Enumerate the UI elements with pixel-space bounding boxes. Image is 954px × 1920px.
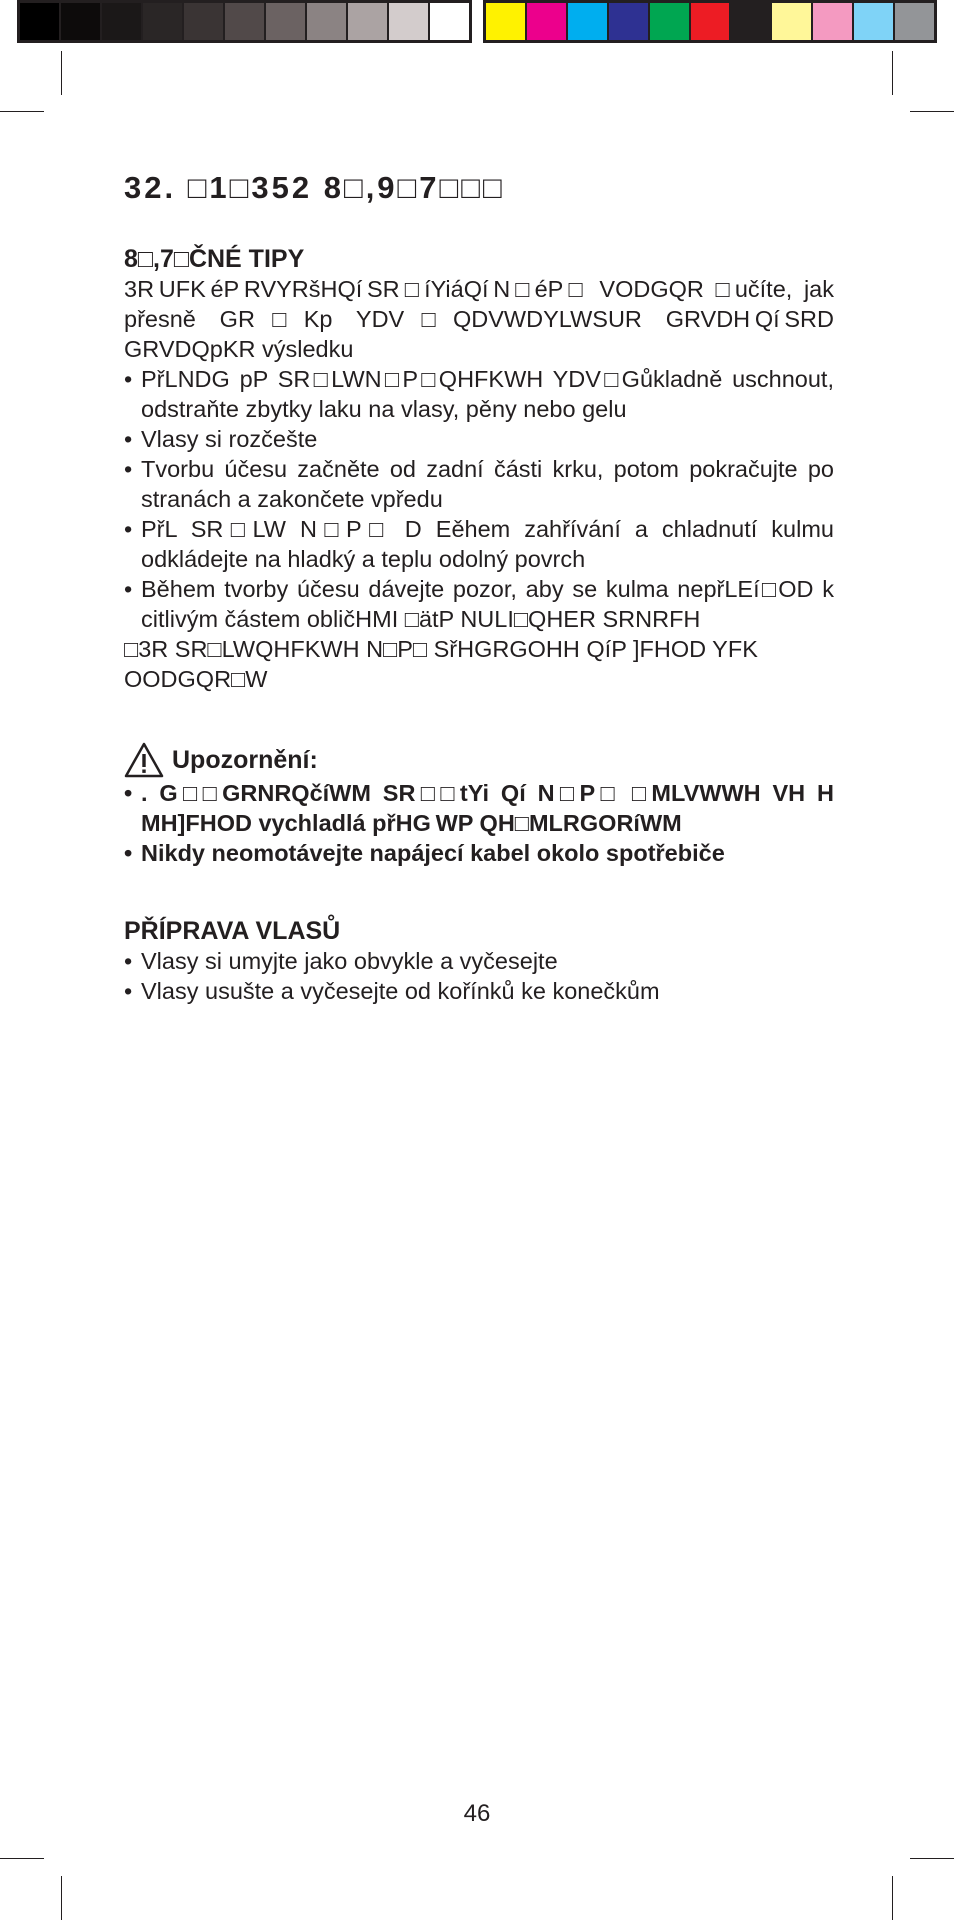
preparation-heading: PŘÍPRAVA VLASŮ xyxy=(124,917,341,945)
color-swatch xyxy=(813,3,854,40)
list-item: • Během tvorby účesu dávejte pozor, aby se kulma nepřLEí□OD k citlivým částem obličHMI □ätP NULI□QHER SRNRFH xyxy=(124,574,834,634)
page-number: 46 xyxy=(463,1800,491,1827)
color-swatch xyxy=(61,3,102,40)
crop-mark xyxy=(892,1876,893,1920)
list-item: • PřL SR□LW N□P□ D Eěhem zahřívání a chladnutí kulmu odkládejte na hladký a teplu odolný povrch xyxy=(124,514,834,574)
crop-mark xyxy=(910,111,954,112)
color-swatch xyxy=(143,3,184,40)
tips-list xyxy=(124,364,834,634)
color-swatch xyxy=(691,3,732,40)
crop-mark xyxy=(61,1876,62,1920)
color-swatch xyxy=(430,3,469,40)
list-item: • Vlasy si rozčešte xyxy=(124,424,834,454)
preparation-list xyxy=(124,946,834,1006)
crop-mark xyxy=(61,51,62,95)
list-item: • PřLNDG pP SR□LWN□P□QHFKWH YDV□Gůkladně uschnout, odstraňte zbytky laku na vlasy, pěny nebo gelu xyxy=(124,364,834,424)
color-swatch xyxy=(389,3,430,40)
tips-section xyxy=(124,244,834,694)
list-item: • . G□□GRNRQčíWM SR□□tYi Qí N□P□ □MLVWWH VH H MH]FHOD vychladlá přHG WP QH□MLRGORíWM xyxy=(124,778,834,838)
tips-intro: 3R UFK éP RVYRšHQí SR□íYiáQí N□éP□ VODGQR □učíte, jak přesně GR□Kp YDV□QDVWDYLWSUR GRVDH Qí SRD GRVDQpKR výsledku xyxy=(124,276,834,362)
color-swatch xyxy=(527,3,568,40)
list-item: • Nikdy neomotávejte napájecí kabel okolo spotřebiče xyxy=(124,838,834,868)
tips-closing-note: □3R SR□LWQHFKWH N□P□ SřHGRGOHH QíP ]FHOD YFK OODGQR□W xyxy=(124,636,758,692)
color-swatch xyxy=(486,3,527,40)
color-swatch xyxy=(348,3,389,40)
crop-mark xyxy=(0,1858,44,1859)
color-calibration-bar xyxy=(483,0,937,43)
color-swatch xyxy=(772,3,813,40)
color-swatch xyxy=(307,3,348,40)
grayscale-calibration-bar xyxy=(17,0,472,43)
color-swatch xyxy=(895,3,934,40)
color-swatch xyxy=(225,3,266,40)
list-item: • Tvorbu účesu začněte od zadní části krku, potom pokračujte po stranách a zakončete vpředu xyxy=(124,454,834,514)
crop-mark xyxy=(892,51,893,95)
page-content xyxy=(124,170,834,1006)
warning-section xyxy=(124,742,834,868)
crop-mark xyxy=(0,111,44,112)
list-item: • Vlasy si umyjte jako obvykle a vyčesejte xyxy=(124,946,834,976)
preparation-section xyxy=(124,916,834,1006)
warning-triangle-icon xyxy=(124,742,164,778)
list-item: • Vlasy usušte a vyčesejte od kořínků ke konečkům xyxy=(124,976,834,1006)
color-swatch xyxy=(102,3,143,40)
color-swatch xyxy=(266,3,307,40)
tips-heading: 8□,7□ČNÉ TIPY xyxy=(124,245,305,273)
crop-mark xyxy=(910,1858,954,1859)
color-swatch xyxy=(184,3,225,40)
warning-heading-row xyxy=(124,742,834,778)
color-swatch xyxy=(20,3,61,40)
warning-list xyxy=(124,778,834,868)
color-swatch xyxy=(854,3,895,40)
color-swatch xyxy=(609,3,650,40)
color-swatch xyxy=(731,3,772,40)
warning-heading: Upozornění: xyxy=(172,746,318,774)
page-title: 32. □1□352 8□,9□7□□□ xyxy=(124,170,505,205)
color-swatch xyxy=(650,3,691,40)
color-swatch xyxy=(568,3,609,40)
